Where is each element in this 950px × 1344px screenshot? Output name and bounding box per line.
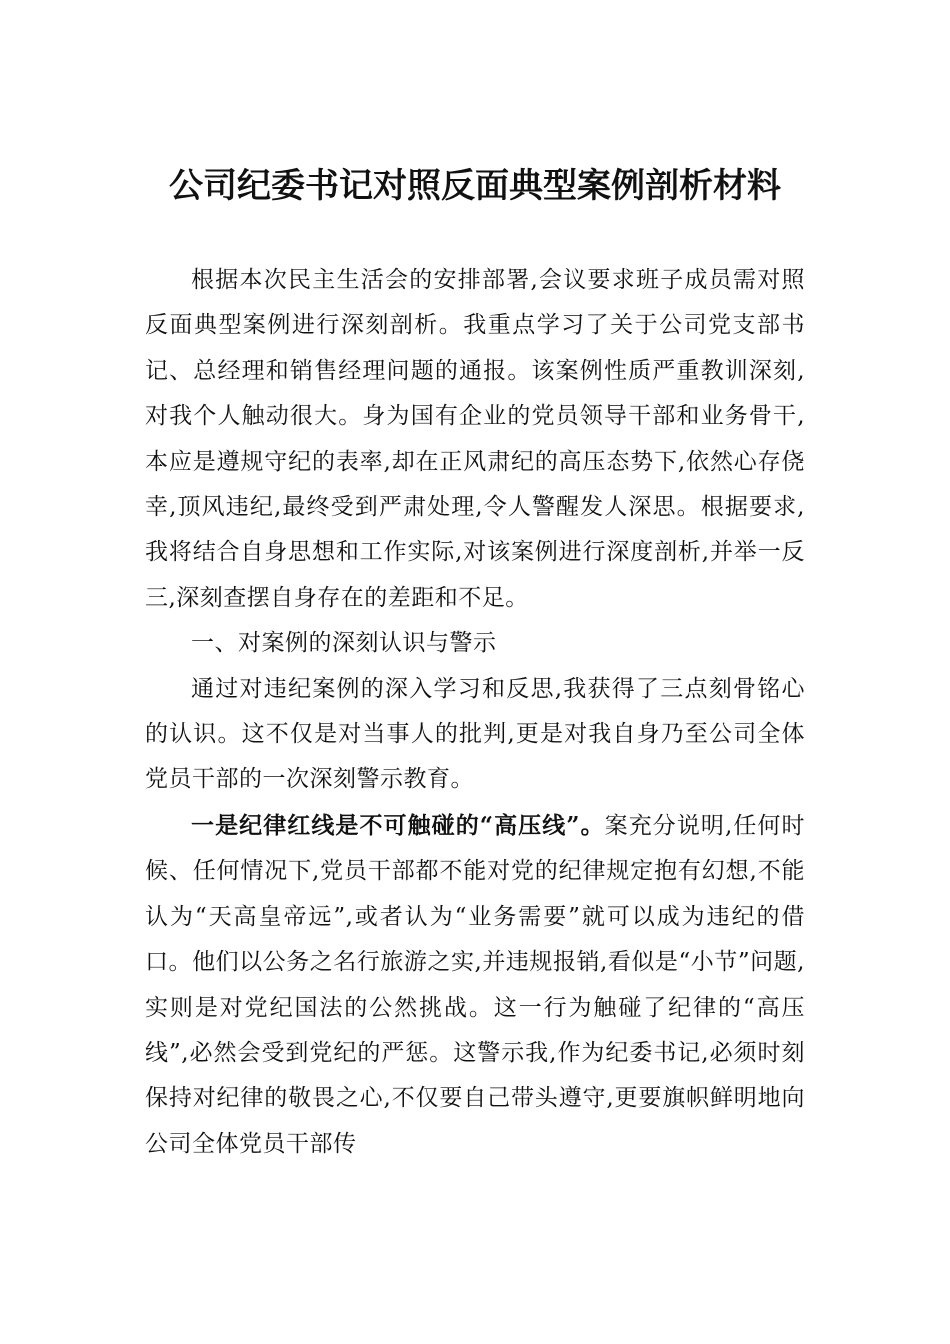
intro-paragraph: 根据本次民主生活会的安排部署,会议要求班子成员需对照反面典型案例进行深刻剖析。我重点学习了关于公司党支部书记、总经理和销售经理问题的通报。该案例性质严重教训深刻,对我个人触动很大。身为国有企业的党员领导干部和业务骨干,本应是遵规守纪的表率,却在正风肃纪的高压态势下,依然心存侥幸,顶风违纪,最终受到严肃处理,令人警醒发人深思。根据要求,我将结合自身思想和工作实际,对该案例进行深度剖析,并举一反三,深刻查摆自身存在的差距和不足。 — [145, 267, 805, 611]
document-body — [145, 258, 805, 1167]
point-one-lead: 一是纪律红线是不可触碰的“高压线”。 — [191, 811, 605, 839]
point-one-paragraph — [145, 803, 805, 1167]
point-one-text: 案充分说明,任何时候、任何情况下,党员干部都不能对党的纪律规定抱有幻想,不能认为“天高皇帝远”,或者认为“业务需要”就可以成为违纪的借口。他们以公务之名行旅游之实,并违规报销,看似是“小节”问题,实则是对党纪国法的公然挑战。这一行为触碰了纪律的“高压线”,必然会受到党纪的严惩。这警示我,作为纪委书记,必须时刻保持对纪律的敬畏之心,不仅要自己带头遵守,更要旗帜鲜明地向公司全体党员干部传 — [145, 812, 805, 1157]
section-heading: 一、对案例的深刻认识与警示 — [191, 630, 497, 657]
document-title: 公司纪委书记对照反面典型案例剖析材料 — [169, 166, 781, 206]
section-intro-paragraph: 通过对违纪案例的深入学习和反思,我获得了三点刻骨铭心的认识。这不仅是对当事人的批判,更是对我自身乃至公司全体党员干部的一次深刻警示教育。 — [145, 675, 805, 793]
